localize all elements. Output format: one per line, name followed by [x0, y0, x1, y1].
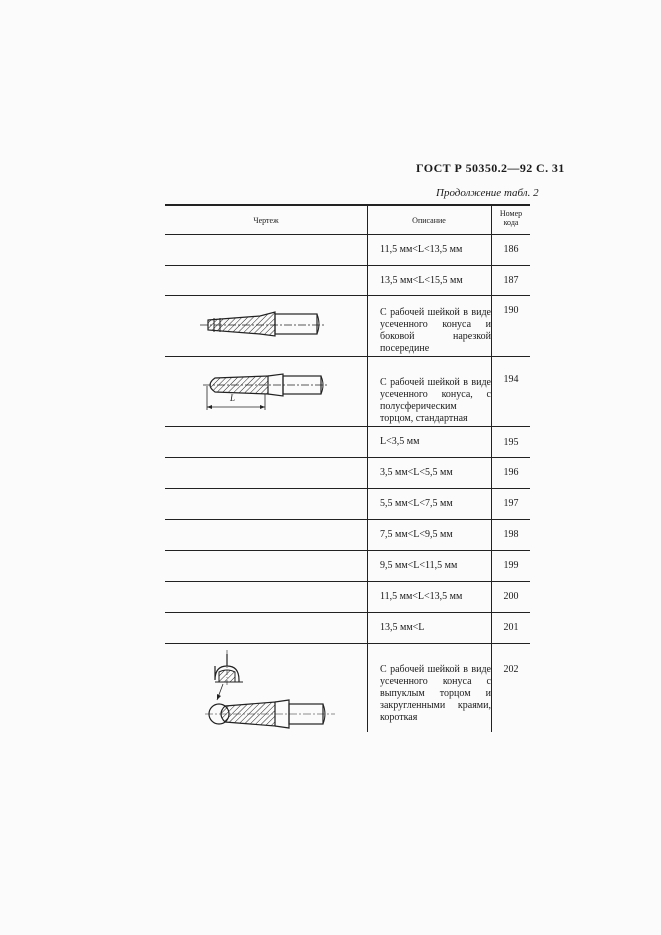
code-cell: 194 [503, 374, 519, 385]
header-drawing: Чертеж [253, 216, 279, 225]
description-cell: 11,5 мм<L<13,5 мм [380, 244, 463, 255]
header-description: Описание [412, 216, 446, 225]
dimension-label: L [230, 393, 236, 403]
row-divider [165, 488, 530, 489]
description-cell: 3,5 мм<L<5,5 мм [380, 467, 453, 478]
code-cell: 190 [503, 305, 519, 316]
header-code: Номер кода [499, 209, 523, 227]
code-cell: 198 [503, 529, 519, 540]
code-cell: 196 [503, 467, 519, 478]
code-cell: 199 [503, 560, 519, 571]
code-cell: 202 [503, 664, 519, 675]
burr-notch-drawing [200, 308, 325, 342]
header-bottom-border [165, 234, 530, 235]
burr-hemispherical-drawing [203, 372, 328, 414]
description-cell: 13,5 мм<L<15,5 мм [380, 275, 463, 286]
row-divider [165, 550, 530, 551]
description-cell: L<3,5 мм [380, 436, 420, 447]
code-cell: 197 [503, 498, 519, 509]
row-divider [165, 426, 530, 427]
table-continuation-label: Продолжение табл. 2 [436, 187, 539, 199]
description-cell: 11,5 мм<L<13,5 мм [380, 591, 463, 602]
row-divider [165, 581, 530, 582]
description-cell: С рабочей шейкой в виде усеченного конуса и боковой нарезкой посередине [380, 307, 491, 354]
code-cell: 186 [503, 244, 519, 255]
row-divider [165, 643, 530, 644]
description-cell: 9,5 мм<L<11,5 мм [380, 560, 458, 571]
column-divider-1 [367, 204, 368, 732]
description-cell: С рабочей шейкой в виде усеченного конуса, с полусферическим торцом, стандартная [380, 377, 491, 424]
row-divider [165, 295, 530, 296]
code-cell: 201 [503, 622, 519, 633]
description-cell: 13,5 мм<L [380, 622, 425, 633]
code-cell: 200 [503, 591, 519, 602]
code-cell: 195 [503, 437, 519, 448]
row-divider [165, 457, 530, 458]
row-divider [165, 356, 530, 357]
row-divider [165, 519, 530, 520]
code-cell: 187 [503, 275, 519, 286]
row-divider [165, 612, 530, 613]
row-divider [165, 265, 530, 266]
burr-convex-drawing [205, 650, 335, 730]
description-cell: 5,5 мм<L<7,5 мм [380, 498, 453, 509]
page-header: ГОСТ Р 50350.2—92 С. 31 [416, 161, 565, 175]
description-cell: 7,5 мм<L<9,5 мм [380, 529, 453, 540]
codes-table [165, 204, 530, 732]
table-top-border [165, 204, 530, 206]
description-cell: С рабочей шейкой в виде усеченного конуса с выпуклым торцом и закругленными краями, короткая [380, 664, 491, 723]
